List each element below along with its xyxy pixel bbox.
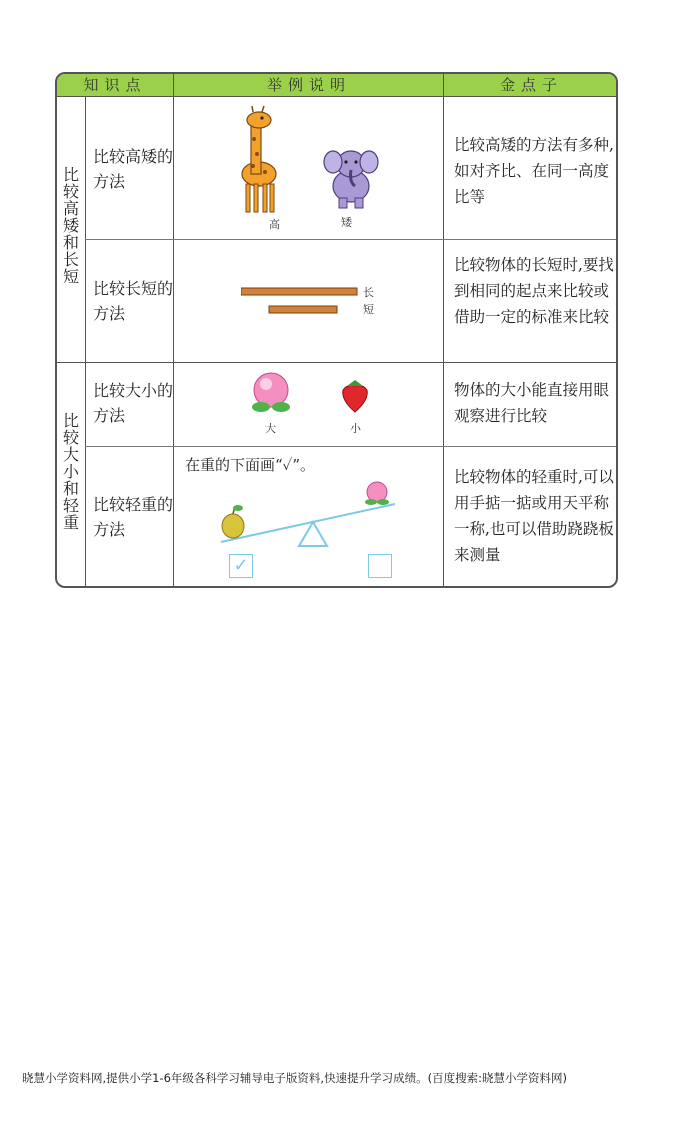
- header-tip: 金点子: [499, 76, 563, 94]
- table-header: [57, 74, 616, 97]
- method-length: 比较长短的方法: [93, 279, 174, 323]
- category-height-length: 比较高矮和长短: [62, 165, 79, 286]
- method-size: 比较大小的方法: [93, 381, 174, 425]
- divider: [57, 362, 618, 363]
- weight-instruction: 在重的下面画“✓”。: [185, 456, 316, 474]
- category-size-weight: 比较大小和轻重: [62, 411, 79, 532]
- checkbox-icon: ✓: [229, 554, 253, 578]
- label-short-length: 短: [363, 303, 374, 316]
- tip-size: 物体的大小能直接用眼观察进行比较: [454, 381, 610, 425]
- tip-height: 比较高矮的方法有多种,如对齐比、在同一高度比等: [454, 136, 614, 206]
- knowledge-table: [55, 72, 618, 588]
- giraffe-icon: [237, 104, 299, 216]
- label-tall: 高: [269, 218, 280, 231]
- peach-icon: [249, 370, 293, 416]
- strawberry-icon: [339, 378, 371, 414]
- method-height: 比较高矮的方法: [93, 147, 174, 191]
- label-small: 小: [350, 422, 361, 435]
- stick-icon: [241, 286, 361, 316]
- tip-weight: 比较物体的轻重时,可以用手掂一掂或用天平称一称,也可以借助跷跷板来测量: [454, 468, 614, 564]
- label-long: 长: [363, 286, 374, 299]
- elephant-icon: [319, 142, 383, 210]
- method-weight: 比较轻重的方法: [93, 495, 174, 539]
- divider: [85, 96, 86, 588]
- checkbox-icon: [368, 554, 392, 578]
- tip-length: 比较物体的长短时,要找到相同的起点来比较或借助一定的标准来比较: [454, 256, 614, 326]
- header-knowledge: 知识点: [83, 76, 147, 94]
- header-example: 举例说明: [266, 76, 351, 94]
- label-big: 大: [265, 422, 276, 435]
- footer-text: 晓慧小学资料网,提供小学1-6年级各科学习辅导电子版资料,快速提升学习成绩。(百度搜索:晓慧小学资料网): [22, 1071, 567, 1085]
- divider: [443, 74, 444, 588]
- divider: [85, 239, 618, 240]
- divider: [173, 74, 174, 588]
- divider: [85, 446, 618, 447]
- label-short-height: 矮: [341, 216, 352, 229]
